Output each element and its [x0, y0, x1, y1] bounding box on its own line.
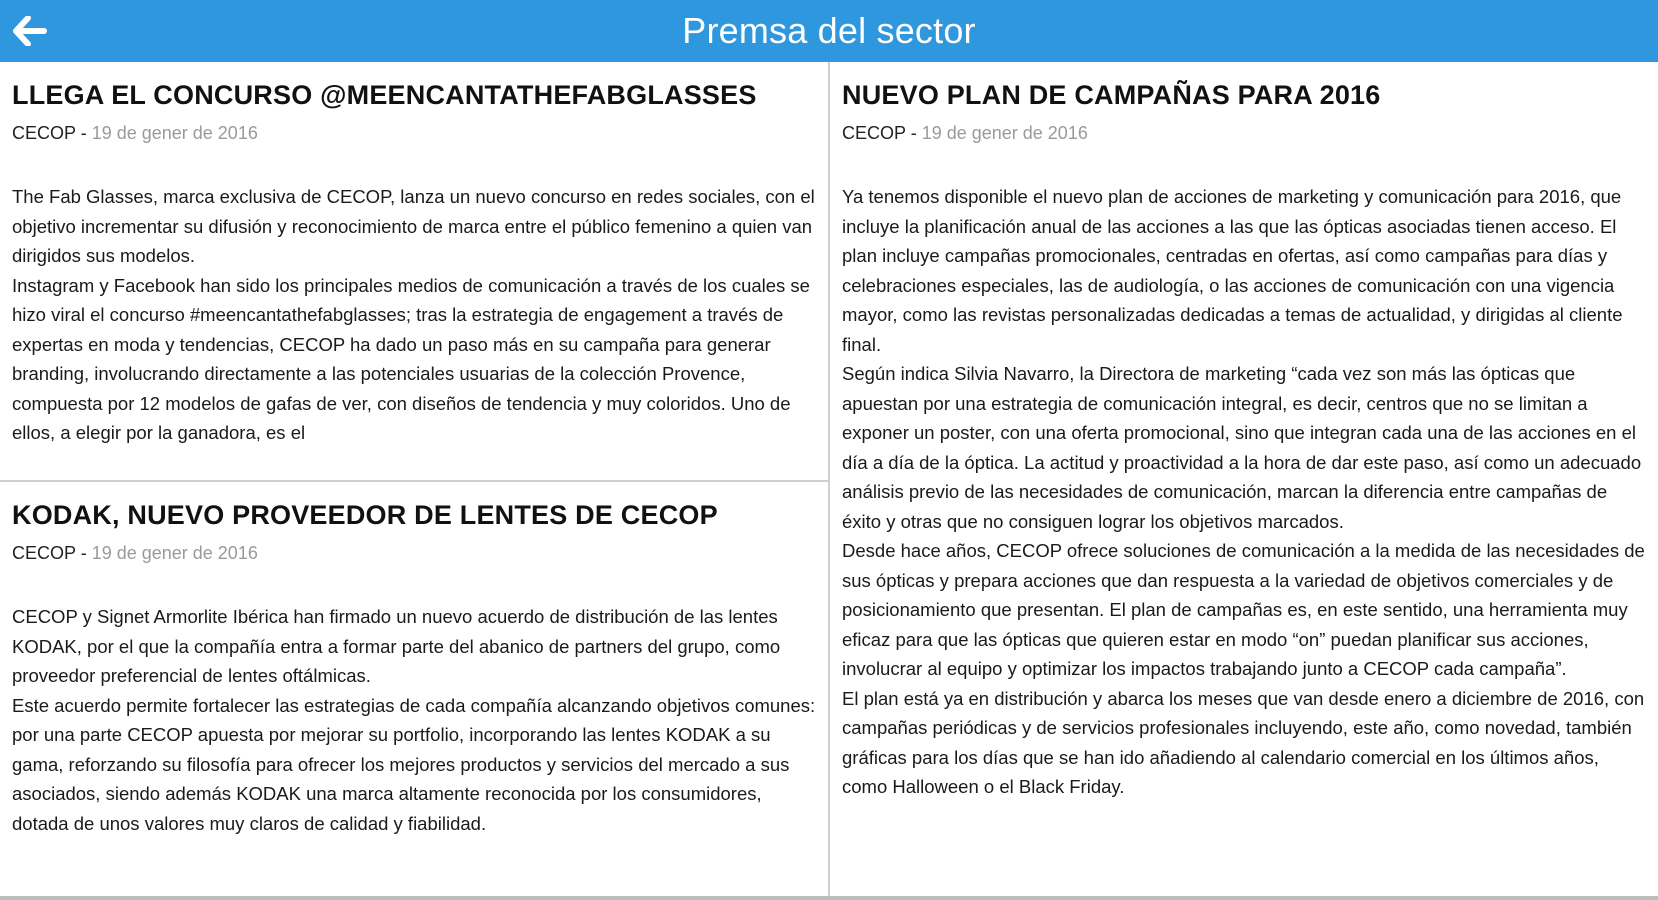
article-date: 19 de gener de 2016: [91, 543, 258, 563]
news-card-campaign-plan[interactable]: [830, 62, 1658, 900]
article-paragraph: Según indica Silvia Navarro, la Directora de marketing “cada vez son más las ópticas que apuestan por una estrategia de comunicación integral, es decir, centros que no se limitan a exponer un poster, con una oferta promocional, sino que integran cada una de las acciones en el día a día de la óptica. La actitud y proactividad a la hora de dar este paso, así como un adecuado análisis previo de las necesidades de comunicación, marcan la diferencia entre campañas de éxito y otras que no consiguen lograr los objetivos marcados.: [842, 363, 1642, 532]
article-paragraph: El plan está ya en distribución y abarca los meses que van desde enero a diciembre de 2016, con campañas periódicas y de servicios profesionales incluyendo, este año, como novedad, también gráficas para los días que se han ido añadiendo al calendario comercial en los últimos años, como Halloween o el Black Friday.: [842, 687, 1645, 797]
arrow-left-icon: [13, 16, 47, 46]
article-meta: [12, 123, 816, 144]
article-paragraph: Desde hace años, CECOP ofrece soluciones de comunicación a la medida de las necesidades de sus ópticas y prepara acciones que dan respuesta a la variedad de objetivos comerciales y de posicionamiento que presentan. El plan de campañas es, en este sentido, una herramienta muy eficaz para que las ópticas que quieren estar en modo “on” puedan planificar sus acciones, involucrar al equipo y optimizar los impactos trabajando junto a CECOP cada campaña”.: [842, 540, 1645, 679]
article-body: [12, 602, 816, 838]
article-body: [12, 182, 816, 448]
news-card-kodak[interactable]: [0, 482, 828, 900]
article-source: CECOP: [842, 123, 906, 143]
article-source: CECOP: [12, 543, 76, 563]
right-column: [830, 62, 1658, 900]
page-title: Premsa del sector: [682, 10, 976, 51]
meta-separator: -: [905, 123, 922, 143]
back-button[interactable]: [10, 11, 50, 51]
article-title: NUEVO PLAN DE CAMPAÑAS PARA 2016: [842, 80, 1381, 110]
article-meta: [842, 123, 1646, 144]
article-source: CECOP: [12, 123, 76, 143]
news-grid: [0, 62, 1658, 900]
left-column: [0, 62, 828, 900]
article-paragraph: Este acuerdo permite fortalecer las estrategias de cada compañía alcanzando objetivos comunes: por una parte CECOP apuesta por mejorar su portfolio, incorporando las lentes KODAK a su gama, reforzando su filosofía para ofrecer los mejores productos y servicios del mercado a sus asociados, siendo además KODAK una marca altamente reconocida por los consumidores, dotada de unos valores muy claros de calidad y fiabilidad.: [12, 694, 816, 834]
article-paragraph: The Fab Glasses, marca exclusiva de CECOP, lanza un nuevo concurso en redes sociales, con el objetivo incrementar su difusión y reconocimiento de marca entre el público femenino a quien van dirigidos sus modelos.: [12, 186, 815, 266]
meta-separator: -: [75, 123, 92, 143]
article-paragraph: Ya tenemos disponible el nuevo plan de acciones de marketing y comunicación para 2016, que incluye la planificación anual de las acciones a las que las ópticas asociadas tienen acceso. El plan incluye campañas promocionales, centradas en ofertas, así como campañas para días y celebraciones especiales, las de audiología, o las acciones de comunicación con una vigencia mayor, como las revistas personalizadas dedicadas a temas de actualidad, y dirigidas al cliente final.: [842, 186, 1623, 355]
app-bar: [0, 0, 1658, 62]
news-card-fabglasses[interactable]: [0, 62, 828, 480]
meta-separator: -: [75, 543, 92, 563]
article-date: 19 de gener de 2016: [91, 123, 258, 143]
article-title: KODAK, NUEVO PROVEEDOR DE LENTES DE CECOP: [12, 500, 718, 530]
article-paragraph: CECOP y Signet Armorlite Ibérica han firmado un nuevo acuerdo de distribución de las lentes KODAK, por el que la compañía entra a formar parte del abanico de partners del grupo, como proveedor preferencial de lentes oftálmicas.: [12, 606, 781, 686]
article-date: 19 de gener de 2016: [921, 123, 1088, 143]
article-paragraph: Instagram y Facebook han sido los principales medios de comunicación a través de los cuales se hizo viral el concurso #meencantathefabglasses; tras la estrategia de engagement a través de expertas en moda y tendencias, CECOP ha dado un paso más en su campaña para generar branding, involucrando directamente a las potenciales usuarias de la colección Provence, compuesta por 12 modelos de gafas de ver, con diseños de tendencia y muy coloridos. Uno de ellos, a elegir por la ganadora, es el: [12, 274, 810, 443]
bottom-edge: [0, 896, 1658, 900]
article-meta: [12, 543, 816, 564]
article-title: LLEGA EL CONCURSO @MEENCANTATHEFABGLASSES: [12, 80, 757, 110]
article-body: [842, 182, 1646, 802]
